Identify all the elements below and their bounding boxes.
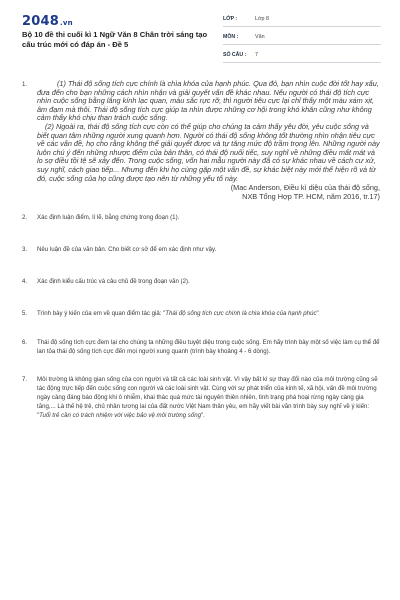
site-logo[interactable] bbox=[22, 14, 73, 29]
question-text bbox=[37, 309, 380, 318]
question-6 bbox=[22, 338, 380, 356]
passage-source-line: (Mac Anderson, Điều kì diệu của thái độ sống, bbox=[230, 183, 380, 193]
logo-main: 2048 bbox=[22, 14, 59, 29]
meta-row-class bbox=[223, 11, 381, 27]
meta-row-subject bbox=[223, 29, 381, 45]
question-text: Nêu luận đề của văn bản. Cho biết cơ sở để em xác định như vậy. bbox=[37, 246, 217, 254]
question-text-part: ". bbox=[201, 412, 205, 420]
question-text bbox=[37, 375, 380, 420]
passage-source-line: NXB Tổng Hợp TP. HCM, năm 2016, tr.17) bbox=[242, 192, 380, 202]
question-number: 4. bbox=[22, 278, 28, 286]
meta-value: Văn bbox=[255, 33, 265, 40]
exam-content bbox=[22, 80, 380, 420]
question-quote: Thái độ sống tích cực chính là chìa khóa của hạnh phúc bbox=[165, 310, 317, 318]
passage-paragraph-2: (2) Ngoài ra, thái độ sống tích cực còn có thể giúp cho chúng ta cảm thấy yêu đời, yêu cuộc sống và biết quan tâm những người xung quanh hơn. Người có thái độ sống không tốt thường nhìn nhận tiêu cực về các vấn đề, họ cho rằng không thể giải quyết được và tự tăng mức độ trầm trọng lên. Những người này luôn chú ý đến những nhược điểm của bản thân, có thái độ nuối tiếc, suy nghĩ về những điều mất mát và lo sợ điều tồi tệ sẽ xảy đến. Trong cuộc sống, vốn hai mẫu người này đã có sự khác nhau về cách cư xử, suy nghĩ, cách giao tiếp... Nhưng đến khi họ cùng gặp một vấn đề, sự khác biệt này mới thể hiện rõ và từ đó, cuộc sống của họ cũng được tạo nên từ những yếu tố này. bbox=[37, 121, 380, 183]
meta-label: SỐ CÂU : bbox=[223, 51, 247, 58]
meta-table bbox=[223, 11, 381, 65]
meta-row-count bbox=[223, 47, 381, 63]
meta-label: LỚP : bbox=[223, 15, 238, 22]
document-title: Bộ 10 đề thi cuối kì 1 Ngữ Văn 8 Chân trời sáng tạo cấu trúc mới có đáp án - Đề 5 bbox=[22, 30, 208, 49]
question-4 bbox=[22, 277, 380, 286]
reading-passage bbox=[37, 80, 380, 201]
question-7 bbox=[22, 375, 380, 420]
question-quote: Tuổi trẻ cần có trách nhiệm với việc bảo vệ môi trường sống bbox=[39, 412, 202, 420]
question-text-part: " bbox=[316, 310, 319, 318]
question-number: 5. bbox=[22, 310, 28, 318]
meta-value: Lớp 8 bbox=[255, 15, 270, 22]
question-2 bbox=[22, 213, 380, 222]
question-5 bbox=[22, 309, 380, 318]
question-text: Xác định luận điểm, lí lẽ, bằng chứng trong đoạn (1). bbox=[37, 214, 180, 222]
meta-value: 7 bbox=[255, 51, 258, 58]
question-number: 7. bbox=[22, 376, 28, 384]
question-text: Thái độ sống tích cực đem lại cho chúng ta những điều tuyệt diệu trong cuộc sống. Em hãy trình bày một số việc làm cụ thể để lan tỏa thái độ sống tích cực đến mọi người xung quanh (trình bày khoảng 4 - 6 dòng). bbox=[37, 339, 380, 356]
question-number: 2. bbox=[22, 214, 28, 222]
question-1 bbox=[22, 80, 380, 201]
question-number: 1. bbox=[22, 81, 28, 88]
question-number: 6. bbox=[22, 339, 28, 347]
meta-label: MÔN : bbox=[223, 33, 239, 40]
question-text-part: Trình bày ý kiến của em về quan điểm tác giả: " bbox=[37, 310, 166, 318]
question-text: Xác định kiểu cấu trúc và câu chủ đề trong đoạn văn (2). bbox=[37, 278, 190, 286]
logo-suffix: .vn bbox=[59, 19, 73, 27]
passage-paragraph-1: (1) Thái độ sống tích cực chính là chìa khóa của hạnh phúc. Qua đó, bạn nhìn cuộc đời tốt hay xấu, đưa đến cho bạn những cách nhìn nhận và giải quyết vấn đề khác nhau. Nếu người có thái độ tích cực nhìn cuộc sống bằng lăng kính lạc quan, màu sắc rực rỡ, thì người tiêu cực lại chỉ thấy một màu xám xịt, âm đạm mà thôi. Thái độ sống tích cực giúp ta nhìn được những cơ hội trong khó khăn cũng như không cảm thấy khó chịu than trách cuộc sống. bbox=[37, 79, 379, 123]
page-header bbox=[0, 0, 400, 62]
question-number: 3. bbox=[22, 246, 28, 254]
question-text-part: Môi trường là không gian sống của con người và tất cả các loài sinh vật. Vì vậy bất kì sự thay đổi nào của môi trường cũng sẽ tác động trực tiếp đến cuộc sống con người và các loài sinh vật. Cùng với sự phát triển của kinh tế, xã hội, vấn đề môi trường ngày càng đáng báo động khi ô nhiễm, khai thác quá mức tài nguyên thiên nhiên, tình trạng phá hoại rừng ngày càng gia tăng,... Là thế hệ trẻ, chủ nhân tương lai của đất nước Việt Nam thân yêu, em hãy viết bài văn trình bày suy nghĩ về ý kiến: " bbox=[37, 376, 378, 420]
question-3 bbox=[22, 245, 380, 254]
